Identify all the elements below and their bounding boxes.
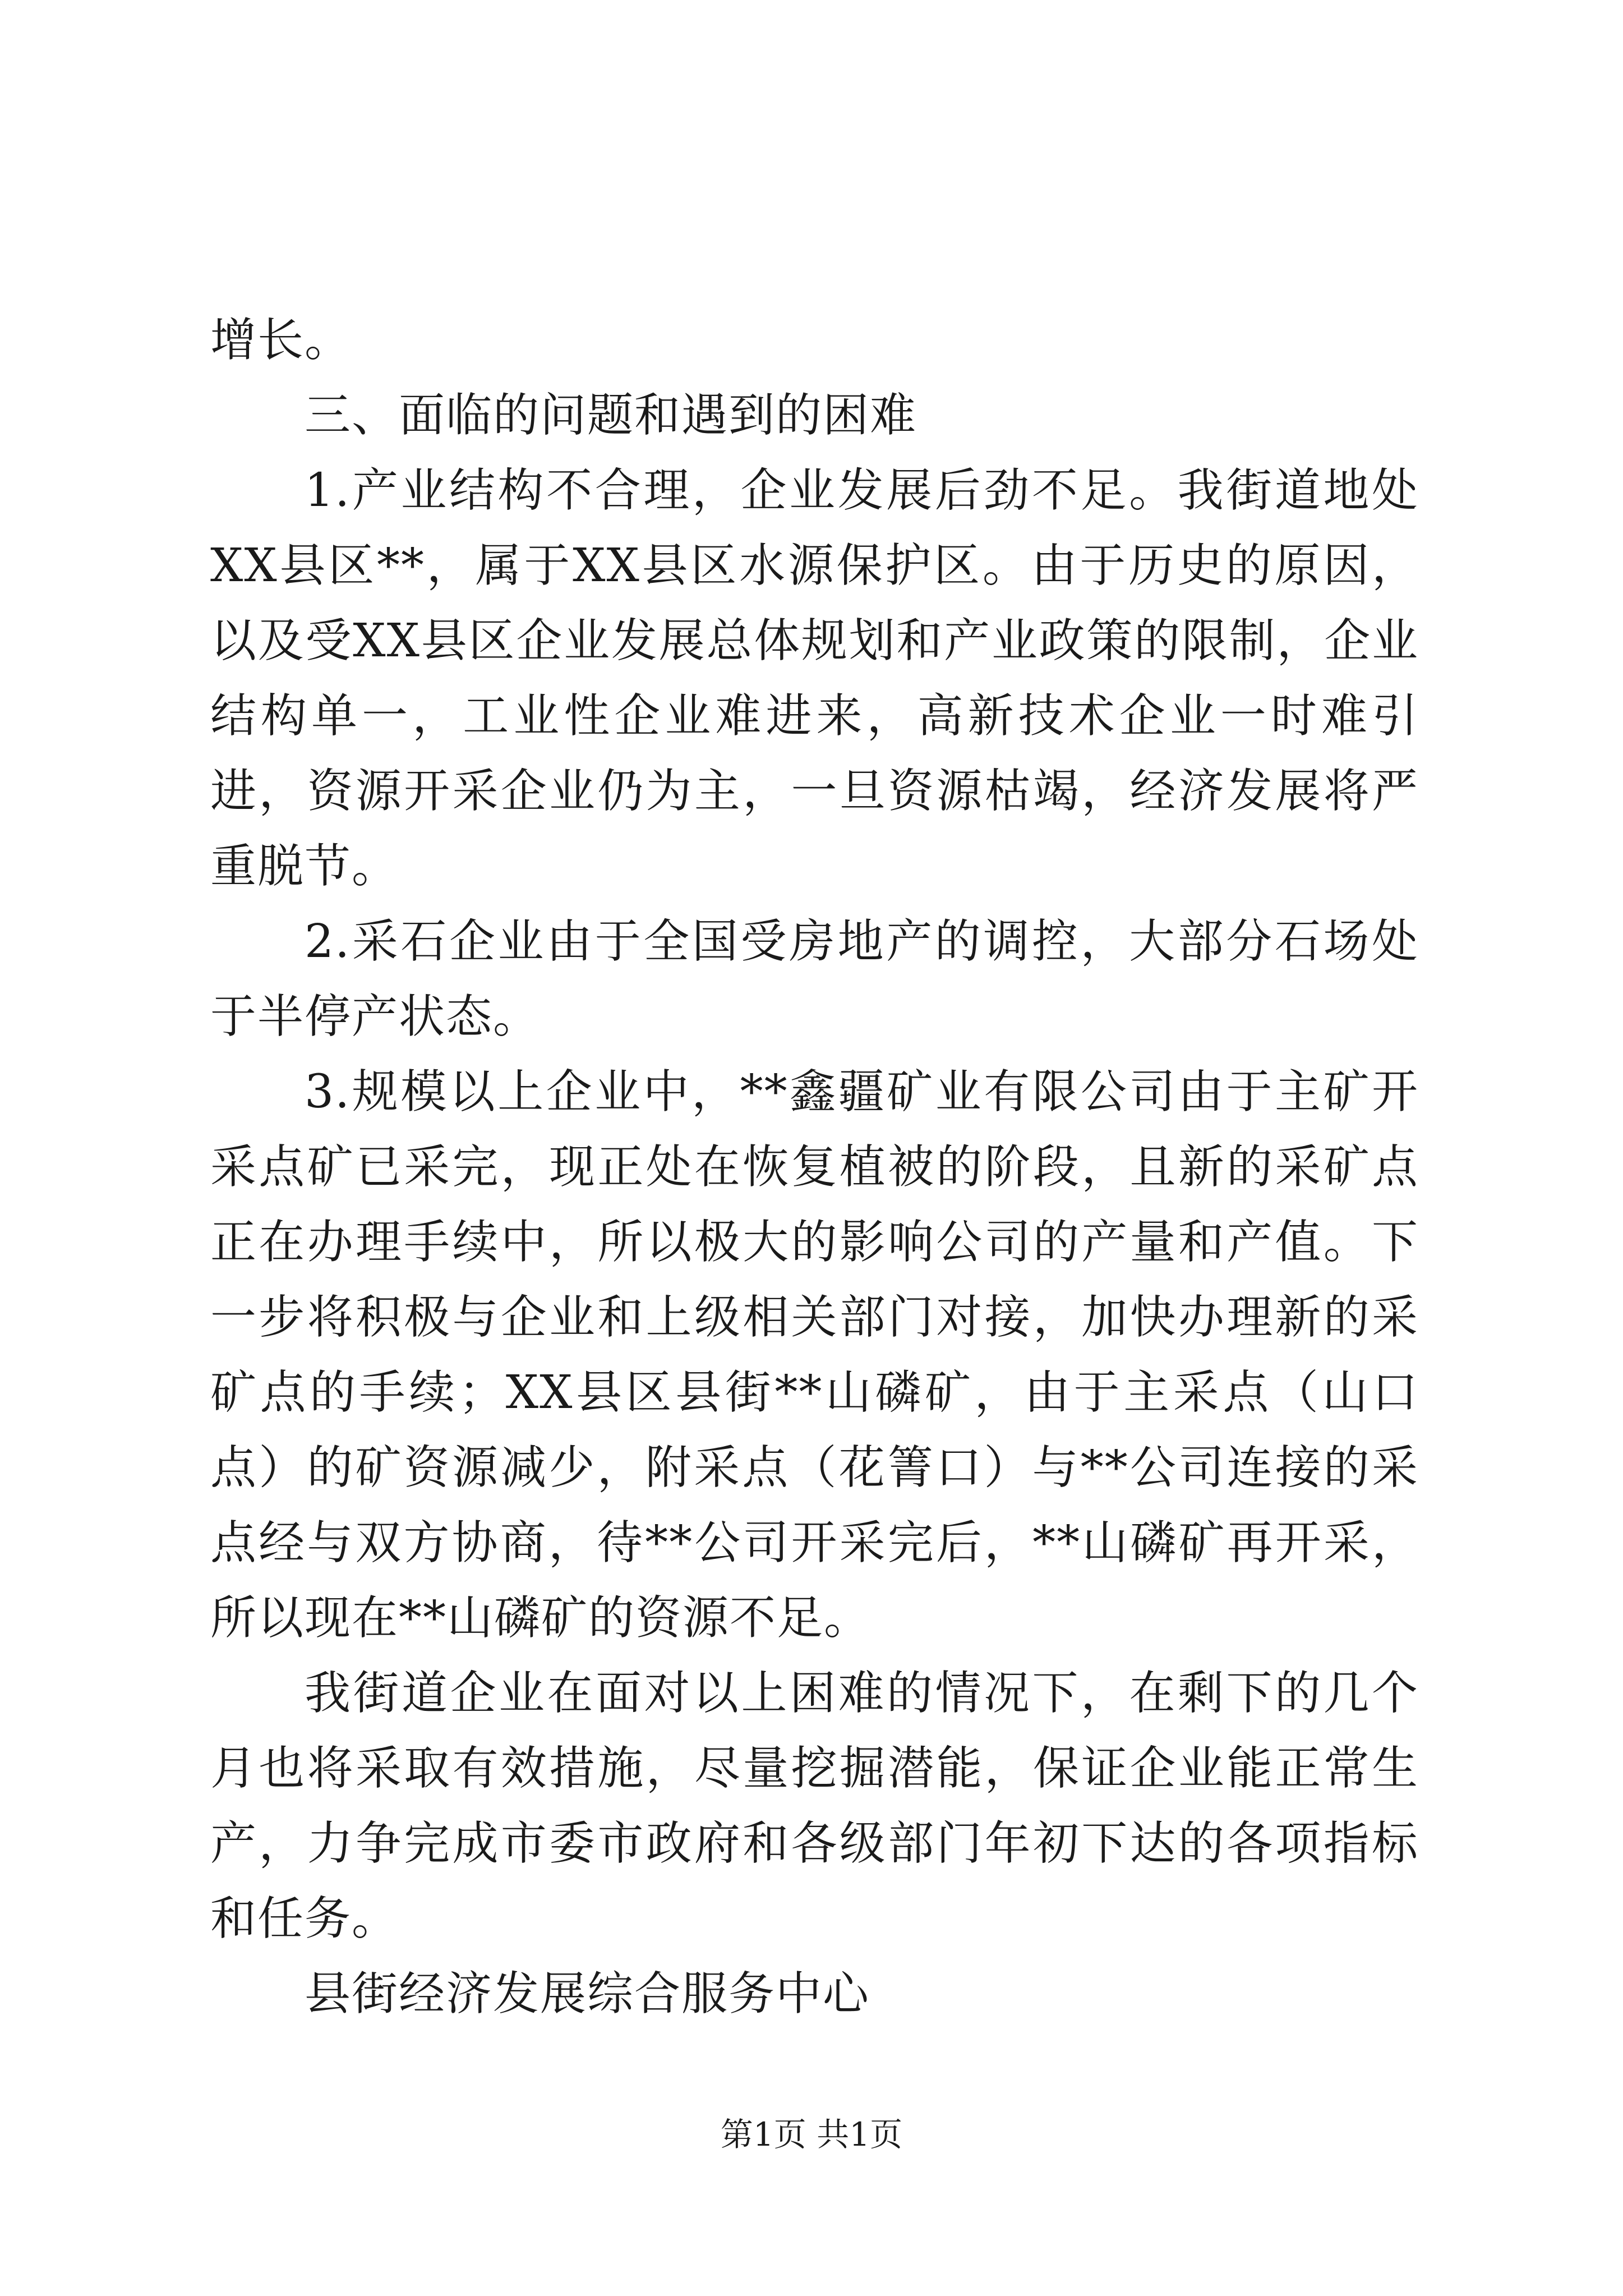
page-number-footer: 第1页 共1页 [720,2115,903,2154]
paragraph-problem-1: 1.产业结构不合理，企业发展后劲不足。我街道地处XX县区**，属于XX县区水源保护区。由于历史的原因，以及受XX县区企业发展总体规划和产业政策的限制，企业结构单一，工业性企业难进来，高新技术企业一时难引进，资源开采企业仍为主，一旦资源枯竭，经济发展将严重脱节。 [210,464,1419,893]
signature-organization: 县街经济发展综合服务中心 [305,1967,870,2021]
paragraph-problem-2: 2.采石企业由于全国受房地产的调控，大部分石场处于半停产状态。 [210,915,1419,1043]
document-body [210,303,1419,2032]
paragraph-conclusion: 我街道企业在面对以上困难的情况下，在剩下的几个月也将采取有效措施，尽量挖掘潜能，保证企业能正常生产，力争完成市委市政府和各级部门年初下达的各项指标和任务。 [210,1667,1419,1945]
paragraph-problem-3: 3.规模以上企业中，**鑫疆矿业有限公司由于主矿开采点矿已采完，现正处在恢复植被的阶段，且新的采矿点正在办理手续中，所以极大的影响公司的产量和产值。下一步将积极与企业和上级相关部门对接，加快办理新的采矿点的手续；XX县区县街**山磷矿，由于主采点（山口点）的矿资源减少，附采点（花箐口）与**公司连接的采点经与双方协商，待**公司开采完后，**山磷矿再开采，所以现在**山磷矿的资源不足。 [210,1065,1419,1645]
paragraph-continuation: 增长。 [210,314,352,367]
section-heading: 三、面临的问题和遇到的困难 [305,389,917,442]
